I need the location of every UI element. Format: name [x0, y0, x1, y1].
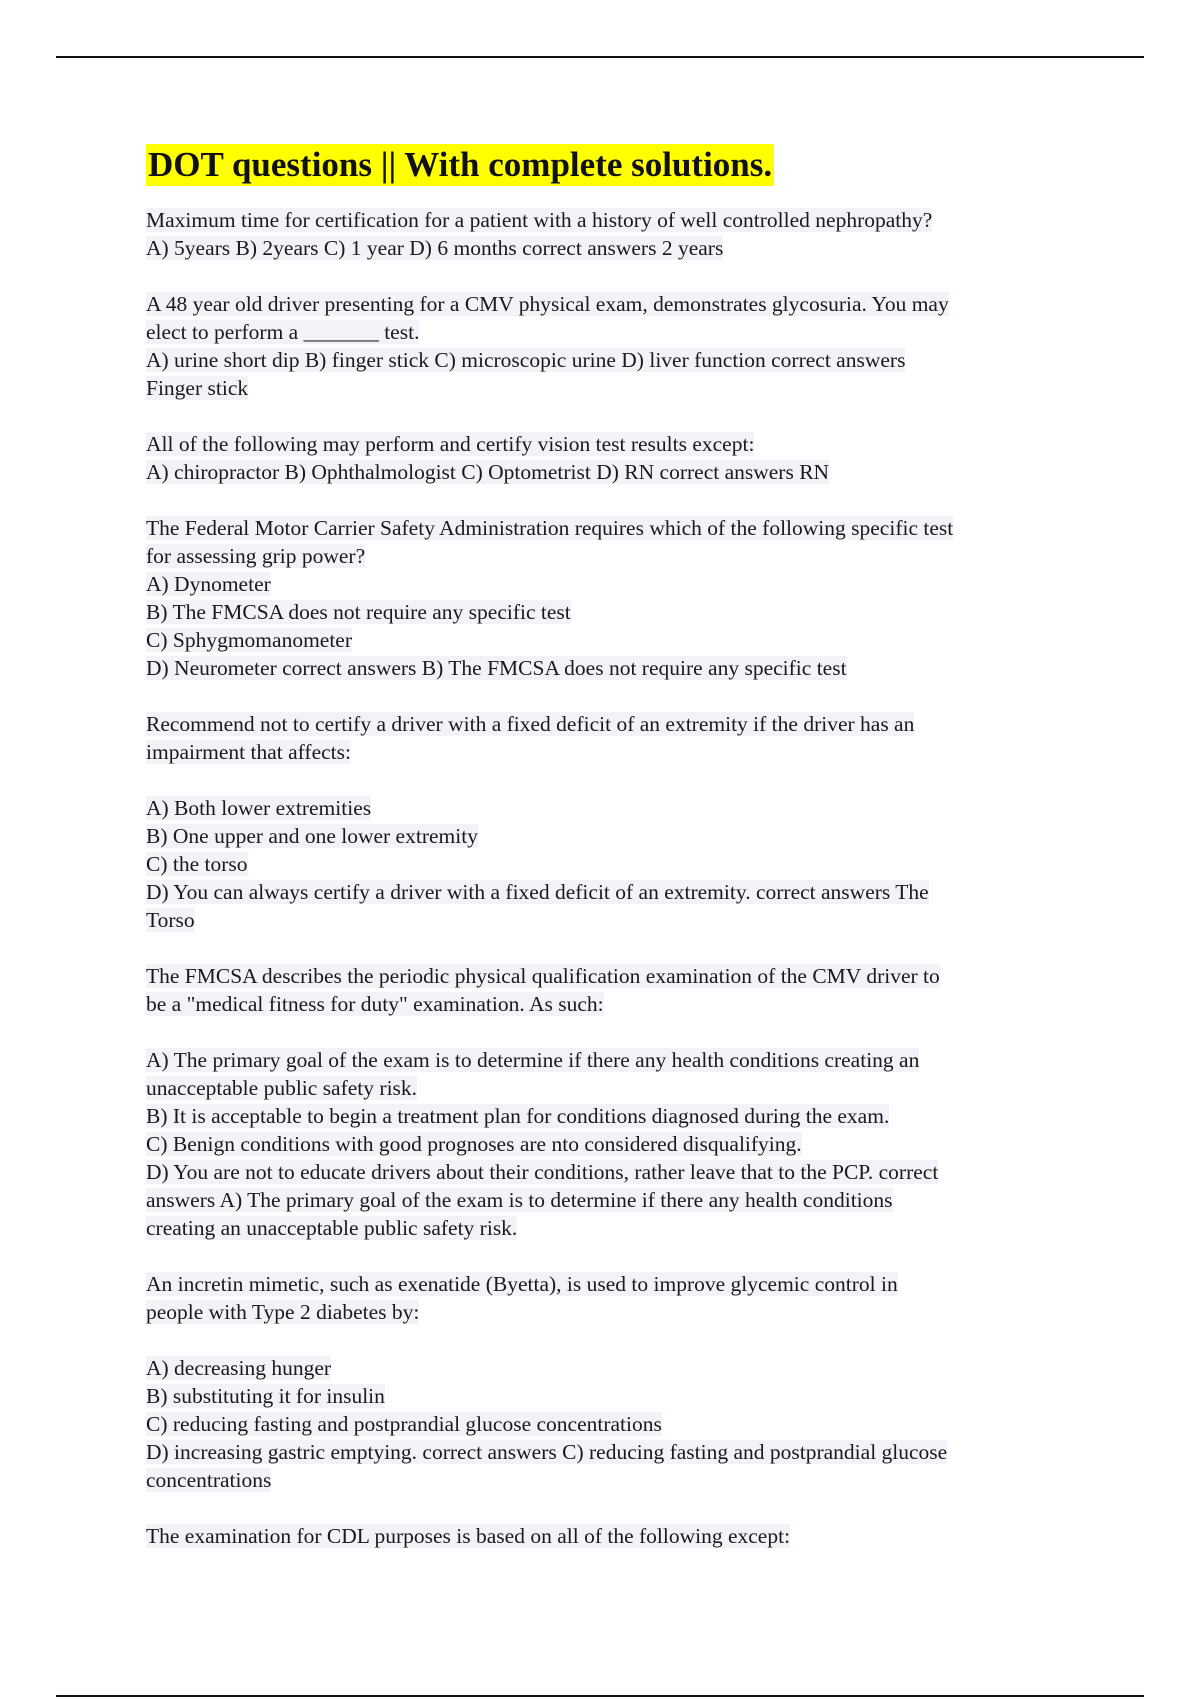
text-line — [146, 1410, 1066, 1438]
text-line-content: impairment that affects: — [146, 740, 351, 764]
text-line-content: A) Both lower extremities — [146, 796, 372, 820]
text-line-content: B) The FMCSA does not require any specific test — [146, 600, 571, 624]
text-line — [146, 318, 1066, 346]
text-line — [146, 990, 1066, 1018]
text-line-content: D) Neurometer correct answers B) The FMCSA does not require any specific test — [146, 656, 847, 680]
text-line-content: D) You are not to educate drivers about their conditions, rather leave that to the PCP. correct — [146, 1160, 939, 1184]
qa-block — [146, 514, 1066, 682]
text-line — [146, 1466, 1066, 1494]
qa-block — [146, 962, 1066, 1242]
text-line-content: elect to perform a _______ test. — [146, 320, 420, 344]
text-line-content: unacceptable public safety risk. — [146, 1076, 418, 1100]
text-line — [146, 850, 1066, 878]
text-line-content: concentrations — [146, 1468, 272, 1492]
text-line — [146, 1158, 1066, 1186]
qa-block — [146, 1270, 1066, 1494]
qa-block — [146, 710, 1066, 934]
text-line — [146, 374, 1066, 402]
text-line-content: All of the following may perform and certify vision test results except: — [146, 432, 755, 456]
bottom-divider — [56, 1695, 1144, 1697]
text-line-content: Recommend not to certify a driver with a fixed deficit of an extremity if the driver has an — [146, 712, 915, 736]
text-line-content: The FMCSA describes the periodic physical qualification examination of the CMV driver to — [146, 964, 940, 988]
text-line — [146, 430, 1066, 458]
text-line — [146, 1102, 1066, 1130]
text-line — [146, 878, 1066, 906]
qa-block — [146, 290, 1066, 402]
text-line — [146, 1270, 1066, 1298]
qa-block — [146, 1522, 1066, 1550]
text-line — [146, 570, 1066, 598]
text-line-content: B) substituting it for insulin — [146, 1384, 385, 1408]
text-line — [146, 738, 1066, 766]
text-line-content: A) urine short dip B) finger stick C) microscopic urine D) liver function correct answers — [146, 348, 906, 372]
text-line-content: D) increasing gastric emptying. correct answers C) reducing fasting and postprandial glucose — [146, 1440, 948, 1464]
text-line — [146, 206, 1066, 234]
text-line — [146, 794, 1066, 822]
text-line — [146, 1354, 1066, 1382]
text-line-content: Finger stick — [146, 376, 249, 400]
text-line — [146, 962, 1066, 990]
text-line — [146, 290, 1066, 318]
text-line-content: A) 5years B) 2years C) 1 year D) 6 months correct answers 2 years — [146, 236, 724, 260]
text-line — [146, 906, 1066, 934]
text-line-content: A 48 year old driver presenting for a CMV physical exam, demonstrates glycosuria. You may — [146, 292, 949, 316]
blank-line — [146, 1326, 1066, 1354]
document-title: DOT questions || With complete solutions. — [148, 145, 773, 184]
text-line — [146, 654, 1066, 682]
top-divider — [56, 56, 1144, 58]
text-line-content: A) The primary goal of the exam is to determine if there any health conditions creating an — [146, 1048, 920, 1072]
text-line-content: A) decreasing hunger — [146, 1356, 332, 1380]
text-line-content: A) Dynometer — [146, 572, 271, 596]
text-line — [146, 1130, 1066, 1158]
text-line — [146, 458, 1066, 486]
text-line-content: people with Type 2 diabetes by: — [146, 1300, 420, 1324]
text-line-content: answers A) The primary goal of the exam is to determine if there any health conditions — [146, 1188, 893, 1212]
text-line — [146, 1382, 1066, 1410]
text-line-content: An incretin mimetic, such as exenatide (Byetta), is used to improve glycemic control in — [146, 1272, 898, 1296]
text-line — [146, 1046, 1066, 1074]
text-line-content: C) reducing fasting and postprandial glucose concentrations — [146, 1412, 662, 1436]
text-line-content: B) It is acceptable to begin a treatment plan for conditions diagnosed during the exam. — [146, 1104, 890, 1128]
text-line-content: be a "medical fitness for duty" examination. As such: — [146, 992, 604, 1016]
text-line-content: creating an unacceptable public safety risk. — [146, 1216, 518, 1240]
text-line-content: Maximum time for certification for a patient with a history of well controlled nephropathy? — [146, 208, 933, 232]
text-line — [146, 1298, 1066, 1326]
text-line-content: Torso — [146, 908, 195, 932]
text-line — [146, 1438, 1066, 1466]
text-line — [146, 822, 1066, 850]
text-line — [146, 346, 1066, 374]
qa-block — [146, 430, 1066, 486]
qa-list — [146, 206, 1066, 1550]
document-body — [146, 144, 1066, 1578]
text-line — [146, 234, 1066, 262]
text-line-content: for assessing grip power? — [146, 544, 366, 568]
text-line — [146, 542, 1066, 570]
blank-line — [146, 1018, 1066, 1046]
text-line — [146, 1214, 1066, 1242]
text-line — [146, 1522, 1066, 1550]
text-line — [146, 1074, 1066, 1102]
qa-block — [146, 206, 1066, 262]
text-line-content: C) Sphygmomanometer — [146, 628, 353, 652]
text-line-content: D) You can always certify a driver with a fixed deficit of an extremity. correct answers The — [146, 880, 929, 904]
text-line — [146, 626, 1066, 654]
blank-line — [146, 766, 1066, 794]
text-line — [146, 1186, 1066, 1214]
text-line-content: A) chiropractor B) Ophthalmologist C) Optometrist D) RN correct answers RN — [146, 460, 830, 484]
text-line-content: C) Benign conditions with good prognoses are nto considered disqualifying. — [146, 1132, 802, 1156]
text-line-content: B) One upper and one lower extremity — [146, 824, 478, 848]
text-line — [146, 710, 1066, 738]
text-line-content: C) the torso — [146, 852, 248, 876]
text-line-content: The Federal Motor Carrier Safety Administration requires which of the following specific test — [146, 516, 954, 540]
text-line — [146, 514, 1066, 542]
text-line-content: The examination for CDL purposes is based on all of the following except: — [146, 1524, 791, 1548]
text-line — [146, 598, 1066, 626]
